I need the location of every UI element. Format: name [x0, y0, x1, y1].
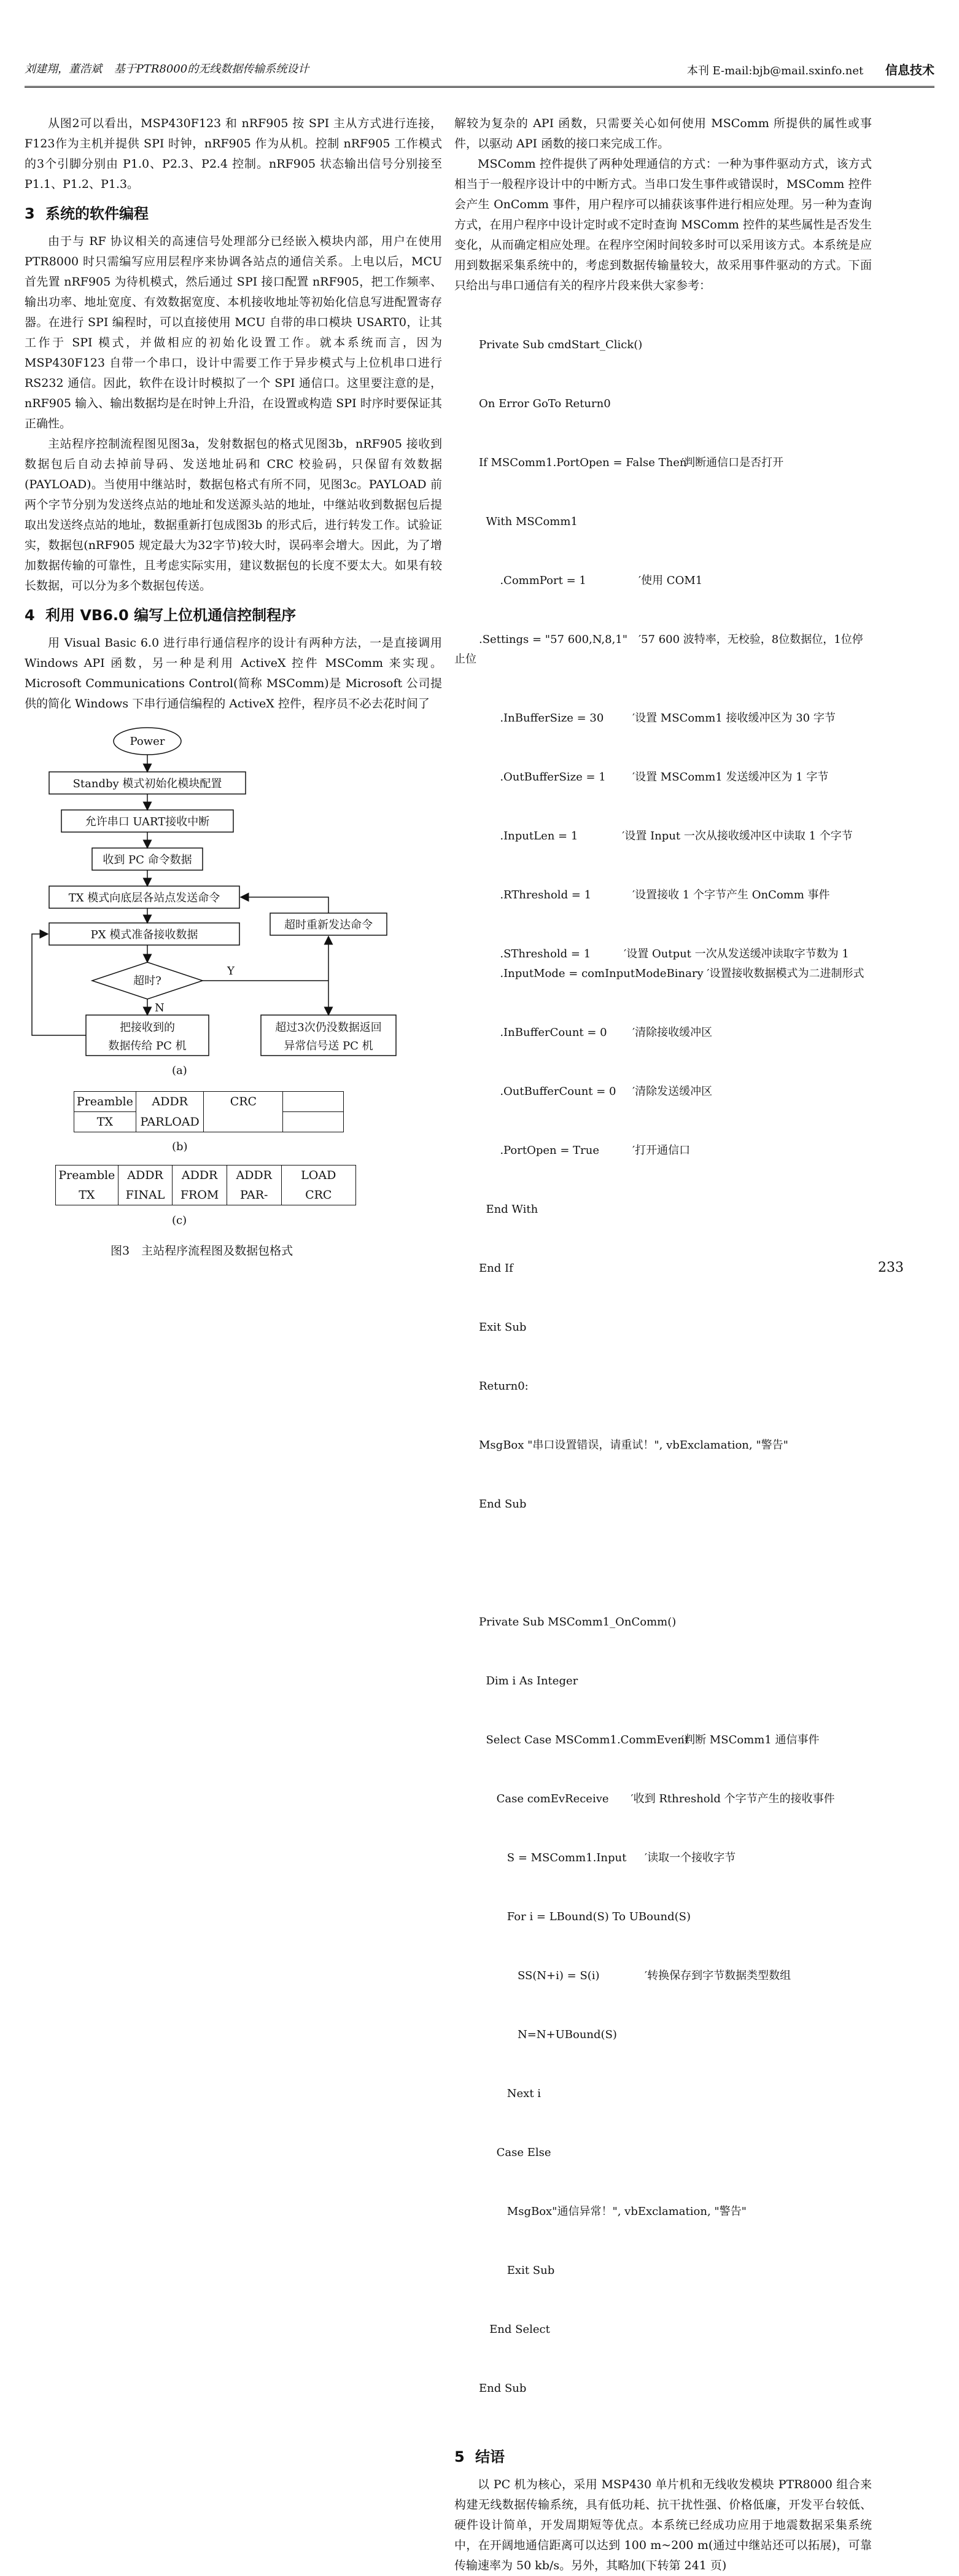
code-settings: .Settings = "57 600,N,8,1" ′57 600 波特率，无校验，8位数据位，1位停止位: [454, 633, 863, 666]
code-comment: ′判断 MSComm1 通信事件: [681, 1734, 820, 1746]
code-comment: ′使用 COM1: [639, 574, 703, 587]
cell: CRC: [281, 1185, 355, 1205]
cell: TX: [56, 1185, 118, 1205]
header-left: [25, 60, 309, 76]
cell: [204, 1112, 283, 1132]
code-text: .PortOpen = True: [479, 1144, 600, 1157]
code-text: SS(N+i) = S(i): [479, 1969, 600, 1982]
decision-label: 超时?: [133, 975, 161, 987]
header-email: 本刊 E-mail:bjb@mail.sxinfo.net: [686, 64, 864, 77]
code-line: [479, 2025, 872, 2045]
cell: CRC: [204, 1092, 283, 1112]
code-text: Exit Sub: [479, 1321, 527, 1334]
code-comment: ′清除接收缓冲区: [632, 1026, 713, 1039]
code-line: [479, 1671, 872, 1691]
paragraph: 用 Visual Basic 6.0 进行串行通信程序的设计有两种方法，一是直接调用 Windows API 函数，另一种是利用 ActiveX 控件 MSComm 来实现。Microsoft Communications Control(简称 MSComm)是 Microsoft 公司提供的简化 Windows 下串行通信编程的 ActiveX 控件，程序员不必去花时间了: [25, 636, 442, 710]
code-text: .InBufferCount = 0: [479, 1026, 607, 1039]
figure-caption: 图3 主站程序流程图及数据包格式: [111, 1244, 293, 1258]
section-number: 4: [25, 607, 35, 624]
code-line: [479, 2084, 872, 2104]
cell: ADDR: [136, 1092, 204, 1112]
code-text: Dim i As Integer: [479, 1675, 578, 1687]
paragraph: 由于与 RF 协议相关的高速信号处理部分已经嵌入模块内部，用户在使用 PTR8000 时只需编写应用层程序来协调各站点的通信关系。上电以后，MCU 首先置 nRF905 为待机模式，然后通过 SPI 接口配置 nRF905，把工作频率、输出功率、地址宽度、有效数据宽度、本机接收地址等初始化信息写进配置寄存器。在进行 SPI 编程时，可以直接使用 MCU 自带的串口模块 USART0，让其工作于 SPI 模式，并做相应的初始化设置工作。就本系统而言，因为 MSP430F123 自带一个串口，设计中需要工作于异步模式与上位机串口进行 RS232 通信。因此，软件在设计时模拟了一个 SPI 通信口。这里要注意的是，nRF905 输入、输出数据均是在时钟上升沿，在设置或构造 SPI 时序时要保证其正确性。: [25, 235, 442, 430]
code-line: [479, 1082, 872, 1102]
code-line: [479, 394, 872, 414]
code-text: Next i: [479, 2087, 542, 2100]
code-text: .RThreshold = 1: [479, 889, 592, 901]
code-line: [479, 1966, 872, 1986]
packet-table-c: [55, 1165, 356, 1205]
section-title: 系统的软件编程: [45, 205, 149, 222]
paragraph: 以 PC 机为核心，采用 MSP430 单片机和无线收发模块 PTR8000 组合来构建无线数据传输系统，具有低功耗、抗干扰性强、价格低廉，开发平台较低、硬件设计简单，开发周期短等优点。本系统已经成功应用于地震数据采集系统中，在开阔地通信距离可以达到 100 m~200 m(通过中继站还可以拓展)，可靠传输速率为 50 kb/s。另外，其略加(下转第 241 页): [454, 2478, 872, 2572]
cell: Preamble: [74, 1092, 136, 1112]
figure-label-a: (a): [172, 1064, 187, 1077]
code-line: [479, 1259, 872, 1278]
code-text: For i = LBound(S) To UBound(S): [479, 1910, 691, 1923]
cell: ADDR: [227, 1165, 281, 1186]
code-block-2: [454, 669, 872, 827]
cell: PARLOAD: [136, 1112, 204, 1132]
code-text: S = MSComm1.Input: [479, 1851, 627, 1864]
code-line: [479, 709, 872, 728]
code-text: If MSComm1.PortOpen = False Then: [479, 456, 687, 469]
code-line: [479, 1200, 872, 1220]
code-comment: ′清除发送缓冲区: [632, 1085, 713, 1098]
section-number: 3: [25, 205, 35, 222]
cell: [283, 1092, 344, 1112]
code-line: [479, 1377, 872, 1396]
code-line: [479, 1023, 872, 1043]
code-line: [479, 1436, 872, 1455]
code-sthreshold: .SThreshold = 1 ′设置 Output 一次从发送缓冲读取字节数为 1: [479, 948, 849, 960]
cell: FROM: [173, 1185, 227, 1205]
code-line: [479, 1848, 872, 1868]
section-title: 利用 VB6.0 编写上位机通信控制程序: [45, 607, 297, 624]
cell: Preamble: [56, 1165, 118, 1186]
header-authors: 刘建翔，董浩斌: [25, 63, 102, 76]
header-title: 基于PTR8000的无线数据传输系统设计: [114, 63, 309, 76]
section-heading: [454, 2446, 872, 2467]
cell: LOAD: [281, 1165, 355, 1186]
paragraph: 从图2可以看出，MSP430F123 和 nRF905 按 SPI 主从方式进行连接，F123作为主机并提供 SPI 时钟，nRF905 作为从机。控制 nRF905 工作模式的3个引脚分别由 P1.0、P2.3、P2.4 控制。nRF905 状态输出信号分别接至 P1.1、P1.2、P1.3。: [25, 117, 442, 191]
code-line: [479, 2202, 872, 2222]
cell: PAR-: [227, 1185, 281, 1205]
code-line: [479, 571, 872, 591]
code-text: Return0:: [479, 1380, 529, 1393]
box-tx-label: TX 模式向底层各站点发送命令: [68, 892, 220, 905]
cell: [283, 1112, 344, 1132]
figure-3: [25, 723, 442, 1300]
header-rule: [25, 86, 934, 88]
header-section: 信息技术: [885, 63, 934, 77]
figure-label-b: (b): [172, 1140, 188, 1153]
box-to-pc-line2: 数据传给 PC 机: [108, 1040, 187, 1053]
paragraph: MSComm 控件提供了两种处理通信的方式：一种为事件驱动方式，该方式相当于一般程序设计中的中断方式。当串口发生事件或错误时，MSComm 控件会产生 OnComm 事件，用户程序可以捕获该事件进行相应处理。另一种为查询方式，在用户程序中设计定时或不定时查询 MSComm 控件的某些属性是否发生变化，从而确定相应处理。在程序空闲时间较多时可以采用该方式。本系统是应用到数据采集系统中的，考虑到数据传输量较大，故采用事件驱动的方式。下面只给出与串口通信有关的程序片段来供大家参考：: [454, 157, 872, 292]
figure-label-c: (c): [172, 1214, 187, 1227]
code-text: Exit Sub: [479, 2264, 555, 2277]
code-comment: ′打开通信口: [632, 1144, 691, 1157]
cell: ADDR: [118, 1165, 173, 1186]
code-comment: ′设置 MSComm1 接收缓冲区为 30 字节: [632, 712, 836, 725]
box-error-line1: 超过3次仍没数据返回: [275, 1021, 382, 1034]
code-text: N=N+UBound(S): [479, 2028, 617, 2041]
code-text: With MSComm1: [479, 515, 578, 528]
page-number: 233: [878, 1260, 904, 1275]
section-title: 结语: [475, 2448, 505, 2465]
code-text: Select Case MSComm1.CommEvent: [479, 1734, 689, 1746]
code-line: [479, 2379, 872, 2399]
code-line: [479, 453, 872, 473]
code-line: [479, 2261, 872, 2281]
code-line: [479, 1554, 872, 1573]
section-number: 5: [454, 2448, 465, 2465]
code-line: [479, 1907, 872, 1927]
section-heading: [25, 203, 442, 224]
box-pc-cmd-label: 收到 PC 命令数据: [103, 854, 192, 866]
code-text: End With: [479, 1203, 538, 1216]
code-inputlen: .InputLen = 1 ′设置 Input 一次从接收缓冲区中读取 1 个字节: [479, 830, 853, 842]
no-label: N: [155, 1002, 165, 1014]
power-label: Power: [130, 735, 165, 748]
code-block-4: [454, 984, 872, 1789]
cell: FINAL: [118, 1185, 173, 1205]
left-column: [25, 114, 442, 1300]
code-line: [479, 335, 872, 355]
code-line: [479, 1730, 872, 1750]
cell: ADDR: [173, 1165, 227, 1186]
cell: TX: [74, 1112, 136, 1132]
code-line: [479, 2143, 872, 2163]
code-line: [479, 1141, 872, 1161]
paragraph: 主站程序控制流程图见图3a，发射数据包的格式见图3b，nRF905 接收到数据包后自动去掉前导码、发送地址码和 CRC 校验码，只保留有效数据(PAYLOAD)。当使用中继站时，数据包格式有所不同，见图3c。PAYLOAD 前两个字节分别为发送终点站的地址和发送源头站的地址，中继站收到数据包后提取出发送终点站的地址，数据重新打包成图3b 的形式后，进行转发工作。试验证实，数据包(nRF905 规定最大为32字节)较大时，误码率会增大。因此，为了增加数据传输的可靠性，且考虑实际实用，建议数据包的长度不要太大。如果有较长数据，可以分为多个数据包传送。: [25, 437, 442, 593]
code-text: On Error GoTo Return0: [479, 397, 611, 410]
code-text: End Select: [479, 2323, 550, 2336]
code-block-3: [454, 846, 872, 944]
code-block-1: [454, 296, 872, 630]
code-text: End Sub: [479, 1498, 527, 1511]
code-comment: ′判断通信口是否打开: [681, 456, 784, 469]
code-text: End If: [479, 1262, 513, 1275]
code-line: [479, 1495, 872, 1514]
packet-table-b: [74, 1091, 344, 1132]
code-line: [479, 2320, 872, 2340]
code-line: [479, 1318, 872, 1337]
paragraph: 解较为复杂的 API 函数，只需要关心如何使用 MSComm 所提供的属性或事件，以驱动 API 函数的接口来完成工作。: [454, 117, 872, 150]
code-block-5: [454, 1809, 872, 2438]
code-line: [479, 885, 872, 905]
header-right: [687, 60, 934, 78]
code-text: .OutBufferCount = 0: [479, 1085, 616, 1098]
box-uart-label: 允许串口 UART接收中断: [85, 815, 210, 828]
code-text: .InBufferSize = 30: [479, 712, 604, 725]
code-comment: ′读取一个接收字节: [645, 1851, 736, 1864]
code-inputmode: .InputMode = comInputModeBinary ′设置接收数据模式为二进制形式: [479, 967, 864, 980]
box-resend-label: 超时重新发达命令: [284, 919, 373, 932]
box-rx-label: PX 模式准备接收数据: [90, 928, 198, 941]
code-text: Case Else: [479, 2146, 551, 2159]
code-text: Private Sub cmdStart_Click(): [479, 338, 643, 351]
yes-label: Y: [227, 965, 235, 978]
code-line: [479, 768, 872, 787]
section-heading: [25, 605, 442, 626]
box-to-pc-line1: 把接收到的: [120, 1021, 175, 1034]
code-comment: ′设置接收 1 个字节产生 OnComm 事件: [632, 889, 830, 901]
right-column: [454, 114, 872, 2576]
code-text: .CommPort = 1: [479, 574, 586, 587]
code-comment: ′转换保存到字节数据类型数组: [645, 1969, 791, 1982]
code-line: [479, 512, 872, 532]
code-comment: ′设置 MSComm1 发送缓冲区为 1 字节: [632, 771, 829, 784]
code-text: MsgBox "串口设置错误，请重试！", vbExclamation, "警告": [479, 1439, 788, 1452]
code-evreceive: Case comEvReceive ′收到 Rthreshold 个字节产生的接收事件: [479, 1792, 835, 1805]
code-text: MsgBox"通信异常！", vbExclamation, "警告": [479, 2205, 747, 2218]
page-header: [25, 60, 934, 85]
box-error-line2: 异常信号送 PC 机: [284, 1040, 373, 1053]
code-line: [479, 1613, 872, 1632]
code-text: .OutBufferSize = 1: [479, 771, 606, 784]
code-text: End Sub: [479, 2382, 527, 2395]
box-standby-label: Standby 模式初始化模块配置: [72, 777, 222, 790]
code-text: Private Sub MSComm1_OnComm(): [479, 1616, 677, 1628]
